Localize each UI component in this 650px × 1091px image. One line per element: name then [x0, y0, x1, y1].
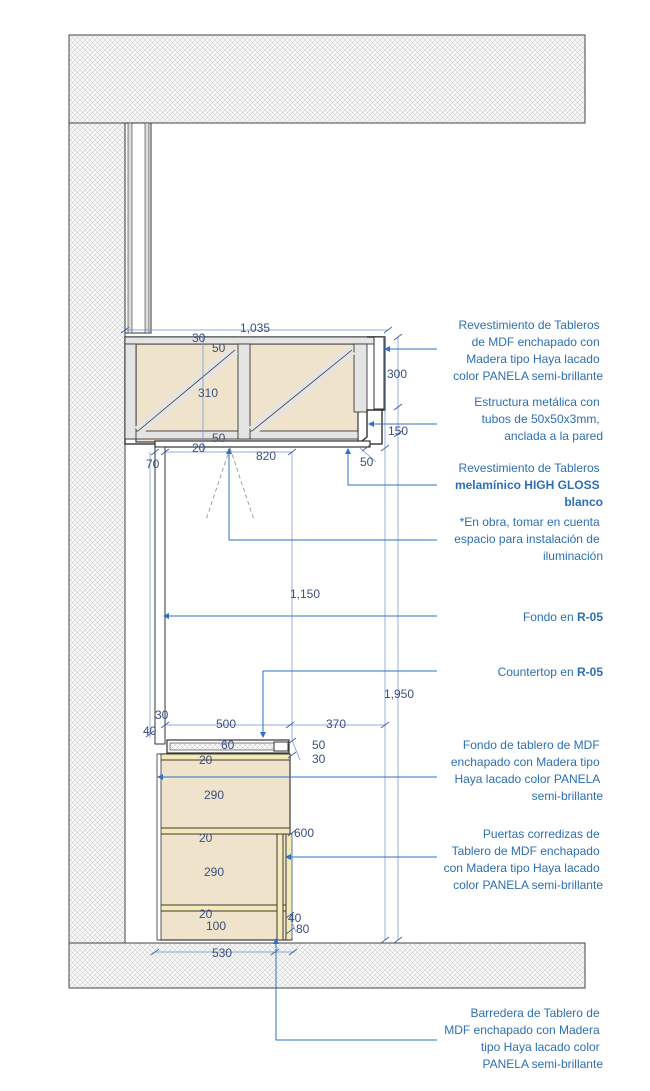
note-estructura-metalica: Estructura metálica con tubos de 50x50x3mm, anclada a la pared — [474, 395, 603, 443]
note-countertop: Countertop en R-05 — [497, 665, 603, 679]
dim-820: 820 — [256, 449, 277, 463]
dim-30-top: 30 — [192, 331, 206, 345]
dim-300: 300 — [387, 367, 408, 381]
back-panel — [155, 447, 165, 744]
dim-150: 150 — [388, 424, 409, 438]
dim-50-c: 50 — [360, 455, 374, 469]
dim-20-d: 20 — [199, 907, 213, 921]
dim-50-b: 50 — [212, 431, 226, 445]
dim-50-a: 50 — [212, 341, 226, 355]
light-fixture-cone — [206, 448, 254, 520]
note-revestimiento-mdf: Revestimiento de Tableros de MDF enchapado con Madera tipo Haya lacado color PANELA semi-brillante — [453, 318, 603, 383]
dim-50-d: 50 — [312, 738, 326, 752]
dim-70: 70 — [146, 457, 160, 471]
lower-cabinet — [157, 754, 292, 940]
note-puertas-corredizas: Puertas corredizas de Tablero de MDF enchapado con Madera tipo Haya lacado color PANELA semi-brillante — [443, 827, 603, 892]
dim-20-a: 20 — [192, 441, 206, 455]
dim-20-b: 20 — [199, 753, 213, 767]
floor-slab — [69, 943, 585, 988]
dim-1035: 1,035 — [240, 321, 271, 335]
dim-20-c: 20 — [199, 831, 213, 845]
dim-40: 40 — [143, 724, 157, 738]
dim-60: 60 — [221, 738, 235, 752]
note-melaminico-high-gloss: Revestimiento de Tableros melamínico HIGH GLOSS blanco — [454, 461, 603, 509]
note-barredera: Barredera de Tablero de MDF enchapado con Madera tipo Haya lacado color PANELA semi-brillante — [444, 1006, 603, 1071]
dim-40-b: 40 — [288, 911, 302, 925]
dim-1950: 1,950 — [384, 687, 415, 701]
dim-80: 80 — [296, 922, 310, 936]
dim-30-c: 30 — [312, 752, 326, 766]
upper-soffit-box — [125, 337, 385, 447]
window-frame — [125, 123, 151, 333]
dim-290-a: 290 — [204, 788, 225, 802]
note-iluminacion: *En obra, tomar en cuenta espacio para instalación de iluminación — [454, 515, 603, 563]
note-fondo-tablero: Fondo de tablero de MDF enchapado con Madera tipo Haya lacado color PANELA semi-brillante — [450, 738, 603, 803]
dim-530: 530 — [212, 946, 233, 960]
ceiling-slab — [69, 35, 585, 123]
note-fondo: Fondo en R-05 — [522, 610, 603, 624]
dim-1150: 1,150 — [290, 587, 321, 601]
dim-500: 500 — [216, 717, 237, 731]
dim-370: 370 — [326, 717, 347, 731]
dim-30-mid: 30 — [155, 708, 169, 722]
dim-290-b: 290 — [204, 865, 225, 879]
dim-100: 100 — [206, 919, 227, 933]
left-wall — [69, 123, 125, 943]
dim-310: 310 — [198, 386, 219, 400]
dim-600: 600 — [294, 826, 315, 840]
